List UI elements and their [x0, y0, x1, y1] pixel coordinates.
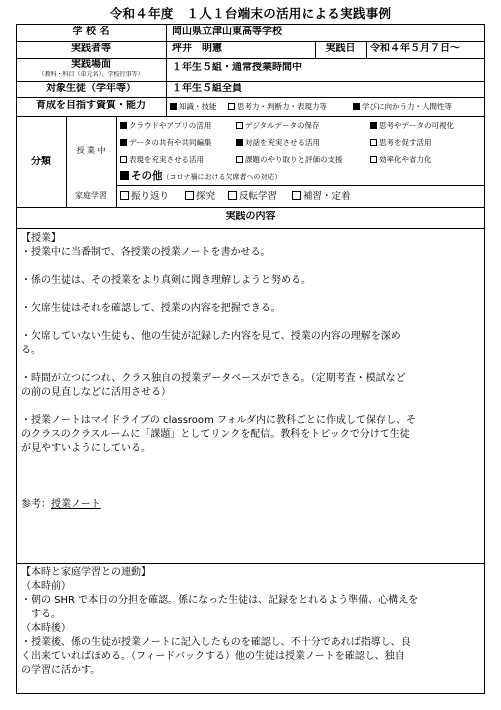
checkbox-checked-icon: [353, 103, 360, 110]
checkbox-empty-icon: [370, 156, 377, 163]
class-option[interactable]: 思考を促す活用: [370, 138, 432, 148]
abilities-label: 育成を目指す資質・能力: [36, 100, 146, 111]
checkbox-empty-icon: [228, 191, 237, 200]
checkbox-checked-icon: [120, 139, 127, 146]
lesson-line: ・欠席生徒はそれを確認して、授業の内容を把握できる。: [21, 303, 281, 314]
class-option[interactable]: データの共有や共同編集: [120, 138, 212, 148]
home-option[interactable]: 反転学習: [228, 191, 277, 203]
home-line: く出来ていればほめる。（フィードバックする）他の生徒は授業ノートを確認し、独自: [21, 651, 405, 662]
lesson-line: [21, 470, 481, 484]
lesson-line: ・時間が立つにつれ、クラス独自の授業データベースができる。（定期考査・模試など: [21, 373, 406, 384]
school-label: 学 校 名: [72, 26, 110, 37]
lesson-line: [21, 358, 481, 372]
home-option[interactable]: 補習・定着: [292, 191, 351, 203]
lesson-line: [21, 316, 481, 330]
checkbox-empty-icon: [370, 139, 377, 146]
checkbox-checked-icon: [120, 171, 129, 180]
school-value: 岡山県立津山東高等学校: [172, 26, 282, 37]
practice-header: 実践の内容: [225, 211, 276, 222]
ability-option[interactable]: 学びに向かう力・人間性等: [353, 102, 452, 112]
checkbox-empty-icon: [236, 122, 243, 129]
lesson-line: [21, 456, 481, 470]
home-line: ・授業後、係の生徒が授業ノートに記入したものを確認し、不十分であれば指導し、良: [21, 637, 411, 648]
lesson-line: ・欠席していない生徒も、他の生徒が記録した内容を見て、授業の内容の理解を深め: [21, 331, 401, 342]
practitioner-value: 坪井 明憲: [172, 43, 222, 54]
home-line: ・朝の SHR で本日の分担を確認。係になった生徒は、記録をとれるよう準備、心構えを: [21, 595, 419, 606]
target-label: 対象生徒（学年等）: [46, 83, 136, 94]
home-section: [21, 566, 481, 678]
checkbox-checked-icon: [120, 122, 127, 129]
home-option[interactable]: 振り返り: [120, 191, 169, 203]
lesson-section: [21, 232, 481, 512]
checkbox-empty-icon: [292, 191, 301, 200]
lesson-line: [21, 400, 481, 414]
class-option[interactable]: 表現を充実させる活用: [120, 155, 204, 165]
lesson-line: ・授業中に当番制で、各授業の授業ノートを書かせる。: [21, 247, 271, 258]
practitioner-label: 実践者等: [71, 43, 111, 54]
date-label: 実践日: [325, 43, 356, 54]
class-option[interactable]: 対話を充実させる活用: [236, 138, 320, 148]
lesson-line: る。: [21, 345, 41, 356]
classification-label: 分類: [31, 156, 51, 167]
lesson-line: [21, 260, 481, 274]
home-line: する。: [21, 609, 61, 620]
scene-label: 実践場面: [71, 59, 111, 70]
lesson-line: のクラスのクラスルームに「課題」としてリンクを配信。教科をトピックで分けて生徒: [21, 429, 410, 440]
class-option-other[interactable]: その他（コロナ禍における欠席者への対応）: [120, 171, 282, 182]
checkbox-checked-icon: [170, 103, 177, 110]
in-class-label: 授 業 中: [76, 146, 106, 155]
home-option[interactable]: 探究: [185, 191, 215, 203]
date-value: 令和４年５月７日～: [370, 43, 460, 54]
class-option[interactable]: デジタルデータの保存: [236, 121, 320, 131]
class-option[interactable]: クラウドやアプリの活用: [120, 121, 211, 131]
lesson-line: ・係の生徒は、その授業をより真剣に聞き理解しようと努める。: [21, 275, 311, 286]
home-study-label: 家庭学習: [75, 191, 107, 200]
home-heading: 【本時と家庭学習との連動】: [21, 567, 151, 578]
lesson-notes-link[interactable]: 授業ノート: [51, 499, 101, 510]
class-option[interactable]: 課題のやり取りと評価の支援: [236, 155, 343, 165]
lesson-line: [21, 288, 481, 302]
lesson-line: の前の見直しなどに活用させる）: [21, 387, 171, 398]
checkbox-checked-icon: [236, 139, 243, 146]
checkbox-empty-icon: [228, 103, 235, 110]
checkbox-empty-icon: [120, 191, 129, 200]
reference-line: 参考：授業ノート: [21, 499, 101, 510]
checkbox-empty-icon: [120, 156, 127, 163]
class-option[interactable]: 効率化や省力化: [370, 155, 432, 165]
scene-value: １年生５組・通常授業時間中: [172, 62, 302, 73]
home-line: の学習に活かす。: [21, 665, 101, 676]
checkbox-checked-icon: [370, 122, 377, 129]
lesson-heading: 【授業】: [21, 233, 61, 244]
checkbox-empty-icon: [185, 191, 194, 200]
ability-option[interactable]: 知識・技能: [170, 102, 217, 112]
scene-sub: （教科・科目（単元名）、学校行事等）: [38, 71, 144, 78]
target-value: １年生５組全員: [172, 83, 242, 94]
home-line: （本時前）: [21, 581, 71, 592]
class-option[interactable]: 思考やデータの可視化: [370, 121, 454, 131]
lesson-line: が見やすいようにしている。: [21, 443, 151, 454]
checkbox-empty-icon: [236, 156, 243, 163]
ability-option[interactable]: 思考力・判断力・表現力等: [228, 102, 327, 112]
lesson-line: [21, 484, 481, 498]
home-line: （本時後）: [21, 623, 71, 634]
lesson-line: ・授業ノートはマイドライブの classroom フォルダ内に教科ごとに作成して保存し、そ: [21, 415, 417, 426]
page-title: 令和４年度 １人１台端末の活用による実践事例: [109, 6, 392, 21]
